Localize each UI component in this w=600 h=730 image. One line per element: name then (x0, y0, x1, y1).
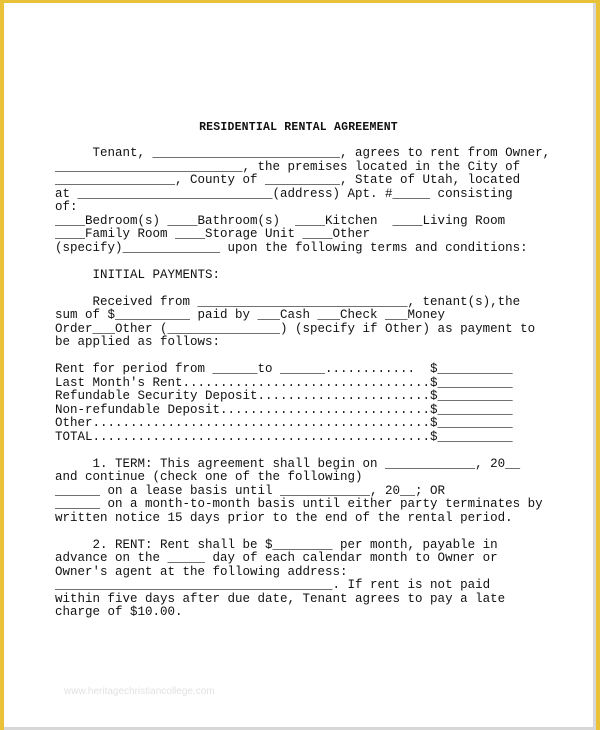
payment-row: Other.............................................$__________ (55, 416, 513, 430)
payment-row: Non-refundable Deposit............................$__________ (55, 402, 513, 417)
payment-row: Refundable Security Deposit.......................$__________ (55, 389, 513, 403)
text-line: Order___Other (_______________) (specify if Other) as payment to (55, 321, 536, 336)
text-line: ________________, County of __________, State of Utah, located (55, 173, 521, 187)
text-line: at __________________________(address) Apt. #_____ consisting (55, 186, 513, 201)
term-clause: written notice 15 days prior to the end of the rental period. (55, 510, 513, 525)
blank-line (55, 282, 550, 296)
text-line: Tenant, _________________________, agrees to rent from Owner, (55, 146, 551, 160)
rent-clause: within five days after due date, Tenant agrees to pay a late (55, 591, 506, 606)
blank-line (55, 350, 550, 364)
text-line: (specify)_____________ upon the following terms and conditions: (55, 240, 528, 255)
term-clause: and continue (check one of the following) (55, 470, 363, 484)
text-line: ____Bedroom(s) ____Bathroom(s) ____Kitchen ____Living Room (55, 213, 506, 228)
term-clause: ______ on a lease basis until ____________, 20__; OR (55, 483, 446, 498)
blank-line (55, 525, 550, 539)
document-page (4, 3, 596, 730)
blank-line (55, 444, 550, 458)
agreement-body (55, 147, 550, 620)
text-line: of: (55, 200, 78, 214)
payment-row: Last Month's Rent.................................$__________ (55, 375, 513, 390)
text-line: be applied as follows: (55, 335, 221, 349)
rent-clause: charge of $10.00. (55, 605, 183, 619)
payment-row-total: TOTAL.............................................$__________ (55, 429, 513, 444)
term-clause: 1. TERM: This agreement shall begin on ____________, 20__ (55, 456, 521, 471)
text-line: sum of $__________ paid by ___Cash ___Check ___Money (55, 308, 446, 322)
rent-clause: advance on the _____ day of each calendar month to Owner or (55, 551, 498, 565)
blank-line (55, 255, 550, 269)
text-line: ____Family Room ____Storage Unit ____Other (55, 227, 371, 241)
text-line: _________________________, the premises located in the City of (55, 159, 521, 174)
document-title: RESIDENTIAL RENTAL AGREEMENT (199, 121, 398, 134)
text-line: Received from ____________________________, tenant(s),the (55, 294, 521, 309)
term-clause: ______ on a month-to-month basis until either party terminates by (55, 497, 543, 511)
payment-row: Rent for period from ______to ______............ $__________ (55, 362, 513, 376)
watermark-text: www.heritagechristiancollege.com (64, 686, 215, 697)
rent-clause: 2. RENT: Rent shall be $________ per month, payable in (55, 537, 498, 552)
rent-clause: _____________________________________. If rent is not paid (55, 578, 491, 592)
rent-clause: Owner's agent at the following address: (55, 564, 348, 579)
section-heading: INITIAL PAYMENTS: (55, 267, 221, 282)
